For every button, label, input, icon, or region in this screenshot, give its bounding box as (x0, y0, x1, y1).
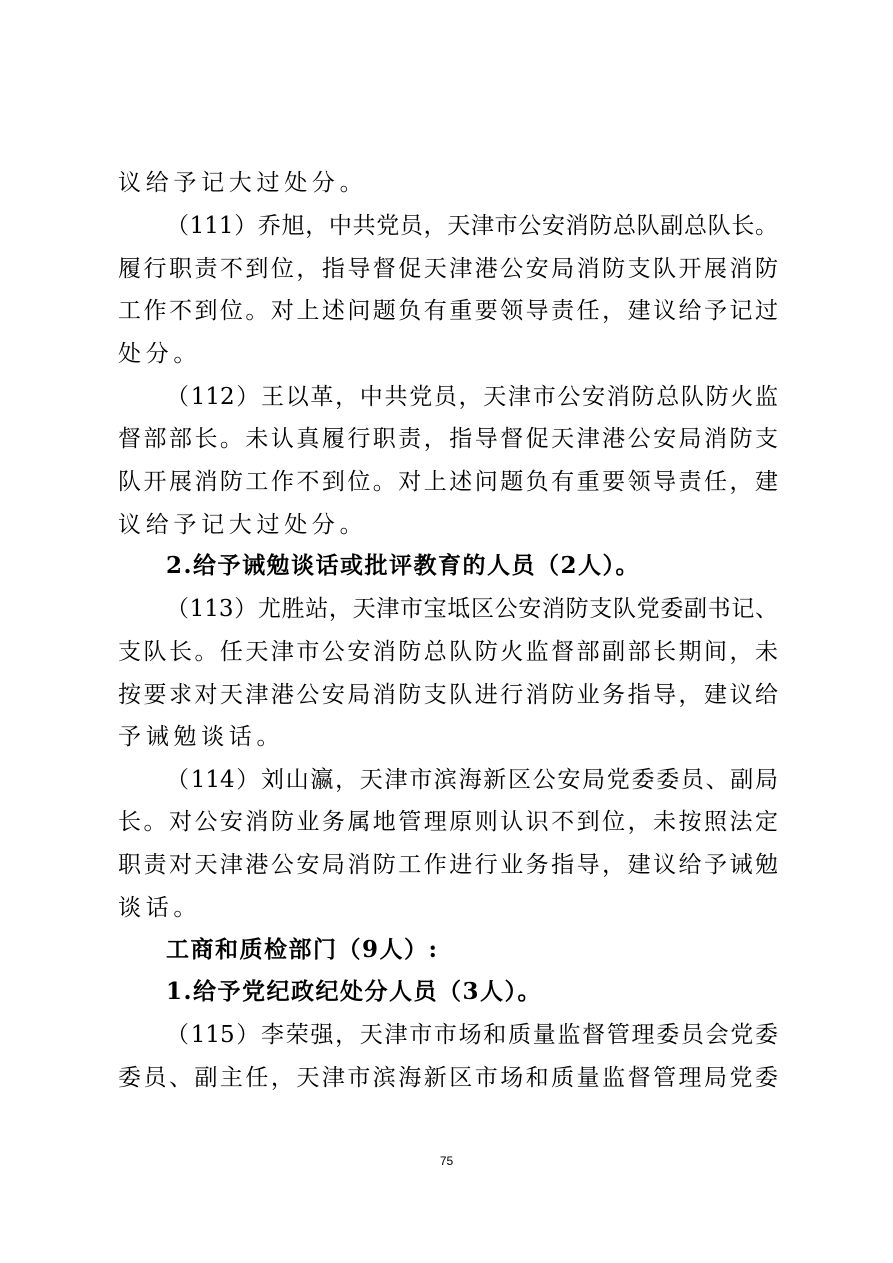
text-line: 按要求对天津港公安局消防支队进行消防业务指导，建议给 (118, 682, 778, 708)
text-line: 工作不到位。对上述问题负有重要领导责任，建议给予记过 (118, 298, 778, 324)
text-line: 支队长。任天津市公安消防总队防火监督部副部长期间，未 (118, 639, 778, 665)
text-line: 长。对公安消防业务属地管理原则认识不到位，未按照法定 (118, 809, 778, 835)
section-heading-commerce-quality: 工商和质检部门（9人）: (166, 936, 439, 963)
paragraph-114-start: （114）刘山瀛，天津市滨海新区公安局党委委员、副局 (166, 767, 778, 793)
text-line: 督部部长。未认真履行职责，指导督促天津港公安局消防支 (118, 426, 778, 452)
text-line: 予诫勉谈话。 (118, 724, 285, 750)
text-line: 队开展消防工作不到位。对上述问题负有重要领导责任，建 (118, 469, 778, 495)
text-line: 履行职责不到位，指导督促天津港公安局消防支队开展消防 (118, 256, 778, 282)
paragraph-113-start: （113）尤胜站，天津市宝坻区公安消防支队党委副书记、 (166, 596, 778, 622)
paragraph-111-start: （111）乔旭，中共党员，天津市公安消防总队副总队长。 (166, 213, 778, 239)
text-line: 谈话。 (118, 895, 202, 921)
text-line: 议给予记大过处分。 (118, 512, 368, 538)
section-heading-discipline: 1.给予党纪政纪处分人员（3人）。 (166, 978, 543, 1005)
paragraph-115-start: （115）李荣强，天津市市场和质量监督管理委员会党委 (166, 1022, 778, 1048)
text-line: 议给予记大过处分。 (118, 170, 368, 196)
page-number: 75 (439, 1154, 454, 1168)
text-line: 职责对天津港公安局消防工作进行业务指导，建议给予诫勉 (118, 852, 778, 878)
text-line: 委员、副主任，天津市滨海新区市场和质量监督管理局党委 (118, 1065, 778, 1091)
paragraph-112-start: （112）王以革，中共党员，天津市公安消防总队防火监 (166, 384, 778, 410)
section-heading-admonition: 2.给予诫勉谈话或批评教育的人员（2人）。 (166, 552, 641, 579)
text-line: 处分。 (118, 341, 202, 367)
